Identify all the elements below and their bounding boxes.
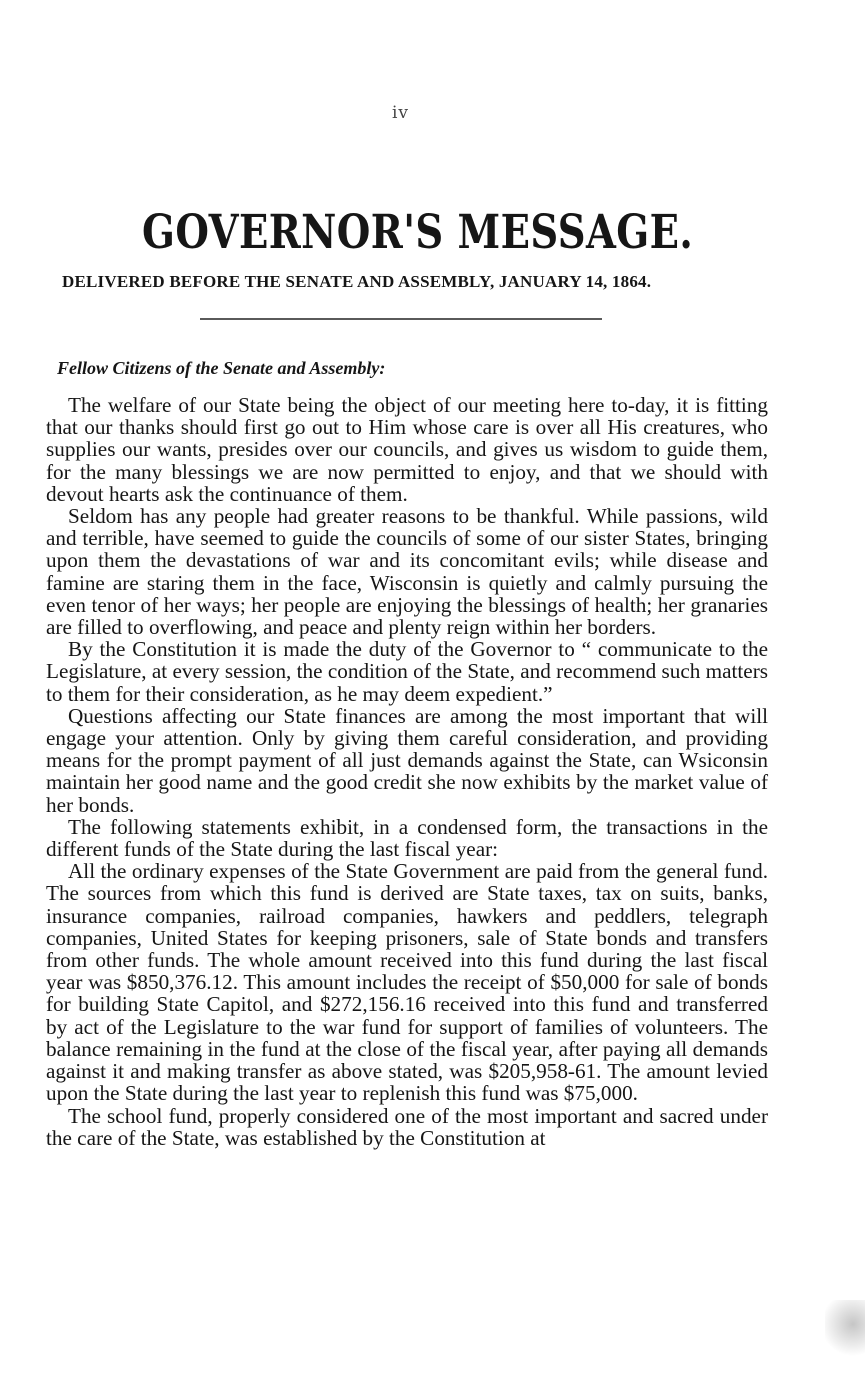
document-subtitle: DELIVERED BEFORE THE SENATE AND ASSEMBLY, JANUARY 14, 1864. xyxy=(62,272,652,291)
paragraph: Questions affecting our State finances are among the most important that will engage your attention. Only by giving them careful consideration, and providing means for the prompt payment of all just demands against the State, can Wsiconsin maintain her good name and the good credit she now exhibits by the market value of her bonds. xyxy=(46,703,768,817)
page-number: iv xyxy=(392,103,410,123)
paragraph: The school fund, properly considered one of the most important and sacred under the care of the State, was established by the Constitution at xyxy=(46,1103,768,1150)
title-rule xyxy=(200,318,602,320)
paragraph: The welfare of our State being the object of our meeting here to-day, it is fitting that our thanks should first go out to Him whose care is over all His creatures, who supplies our wants, presides over our councils, and gives us wisdom to guide them, for the many blessings we are now permitted to enjoy, and that we should with devout hearts ask the continuance of them. xyxy=(46,393,768,506)
paragraph: All the ordinary expenses of the State Government are paid from the general fund. The sources from which this fund is derived are State taxes, tax on suits, banks, insurance companies, railroad companies, hawkers and peddlers, telegraph companies, United States for keeping prisoners, sale of State bonds and transfers from other funds. The whole amount received into this fund during the last fiscal year was $850,376.12. This amount includes the receipt of $50,000 for sale of bonds for building State Capitol, and $272,156.16 received into this fund and transferred by act of the Legislature to the war fund for support of families of volunteers. The balance remaining in the fund at the close of the fiscal year, after paying all demands against it and making transfer as above stated, was $205,958-61. The amount levied upon the State during the last year to replenish this fund was $75,000. xyxy=(46,859,768,1106)
message-body xyxy=(46,394,768,1149)
show-through-background xyxy=(40,140,303,162)
paragraph: Seldom has any people had greater reasons to be thankful. While passions, wild and terrible, have seemed to guide the councils of some of our sister States, bringing upon them the devastations of war and its concomitant evils; while disease and famine are staring them in the face, Wisconsin is quietly and calmly pursuing the even tenor of her ways; her people are enjoying the blessings of health; her granaries are filled to overflowing, and peace and plenty reign within her borders. xyxy=(46,504,768,640)
document-title: GOVERNOR'S MESSAGE. xyxy=(142,205,694,260)
paragraph: The following statements exhibit, in a condensed form, the transactions in the different funds of the State during the last fiscal year: xyxy=(46,814,768,862)
paragraph: By the Constitution it is made the duty of the Governor to “ communicate to the Legislature, at every session, the condition of the State, and recommend such matters to them for their consideration, as he may deem expedient.” xyxy=(46,637,768,706)
paper-stain xyxy=(825,1300,865,1360)
salutation: Fellow Citizens of the Senate and Assembly: xyxy=(57,358,386,378)
